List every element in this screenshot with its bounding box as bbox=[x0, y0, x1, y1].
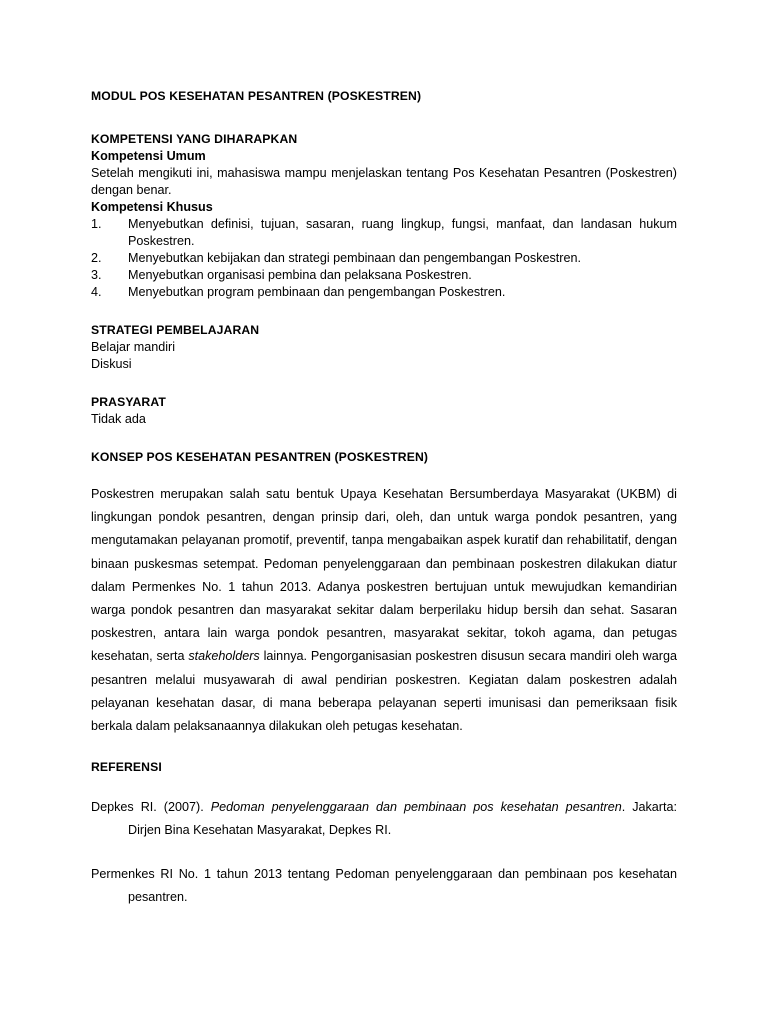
strategi-line-1: Belajar mandiri bbox=[91, 340, 175, 354]
konsep-paragraph-part-1: Poskestren merupakan salah satu bentuk Upaya Kesehatan Bersumberdaya Masyarakat (UKBM) di lingkungan pondok pesantren, dengan prinsip dari, oleh, dan untuk warga pondok pesantren, yang mengutamakan pelayanan promotif, preventif, tanpa mengabaikan aspek kuratif dan rehabilitatif, dengan binaan puskesmas setempat. Pedoman penyelenggaraan dan pembinaan poskestren dilakukan diatur dalam Permenkes No. 1 tahun 2013. Adanya poskestren bertujuan untuk mewujudkan kemandirian warga pondok pesantren dan masyarakat sekitar dalam berperilaku hidup bersih dan sehat. Sasaran poskestren, antara lain warga pondok pesantren, masyarakat sekitar, tokoh agama, dan petugas kesehatan, serta bbox=[91, 487, 677, 664]
prasyarat-line-1: Tidak ada bbox=[91, 412, 146, 426]
reference-title: Pedoman penyelenggaraan dan pembinaan pos kesehatan pesantren bbox=[210, 800, 622, 815]
strategi-line-2: Diskusi bbox=[91, 357, 132, 371]
spacer bbox=[91, 843, 677, 863]
reference-entry: Permenkes RI No. 1 tahun 2013 tentang Pedoman penyelenggaraan dan pembinaan pos kesehatan pesantren. bbox=[91, 866, 677, 904]
spacer bbox=[91, 105, 677, 131]
spacer bbox=[91, 466, 677, 483]
reference-entry bbox=[91, 796, 677, 842]
section-heading-referensi: REFERENSI bbox=[91, 760, 162, 775]
spacer bbox=[91, 776, 677, 796]
list-item bbox=[91, 216, 677, 250]
section-heading-prasyarat: PRASYARAT bbox=[91, 395, 166, 409]
subheading-kompetensi-umum: Kompetensi Umum bbox=[91, 149, 206, 163]
list-item bbox=[91, 250, 677, 267]
document-content bbox=[91, 88, 677, 909]
spacer bbox=[91, 301, 677, 322]
list-item-number: 2. bbox=[91, 251, 102, 265]
list-item-text: Menyebutkan kebijakan dan strategi pembinaan dan pengembangan Poskestren. bbox=[128, 251, 581, 265]
konsep-paragraph-part-2: lainnya. Pengorganisasian poskestren disusun secara mandiri oleh warga pesantren melalui musyawarah di awal pendirian poskestren. Kegiatan dalam poskestren adalah pelayanan kesehatan dasar, di mana beberapa pelayanan seperti imunisasi dan pemeriksaan fisik berkala dalam pelaksanaannya dilakukan oleh petugas kesehatan. bbox=[91, 649, 677, 734]
subheading-kompetensi-khusus: Kompetensi Khusus bbox=[91, 200, 213, 214]
list-item bbox=[91, 284, 677, 301]
reference-publisher: . Jakarta: Dirjen Bina Kesehatan Masyarakat, Depkes RI. bbox=[128, 800, 677, 838]
spacer bbox=[91, 738, 677, 759]
list-item bbox=[91, 267, 677, 284]
konsep-paragraph bbox=[91, 483, 677, 738]
section-heading-kompetensi: KOMPETENSI YANG DIHARAPKAN bbox=[91, 132, 298, 146]
list-item-text: Menyebutkan program pembinaan dan pengembangan Poskestren. bbox=[128, 285, 506, 299]
konsep-paragraph-emphasis: stakeholders bbox=[188, 649, 260, 664]
list-item-number: 4. bbox=[91, 285, 102, 299]
kompetensi-umum-text: Setelah mengikuti ini, mahasiswa mampu menjelaskan tentang Pos Kesehatan Pesantren (Poskestren) dengan benar. bbox=[91, 166, 677, 197]
section-heading-konsep: KONSEP POS KESEHATAN PESANTREN (POSKESTREN) bbox=[91, 450, 429, 464]
spacer bbox=[91, 428, 677, 449]
spacer bbox=[91, 373, 677, 394]
list-item-number: 3. bbox=[91, 268, 102, 282]
list-item-number: 1. bbox=[91, 217, 102, 231]
document-title: MODUL POS KESEHATAN PESANTREN (POSKESTREN) bbox=[91, 89, 422, 103]
kompetensi-khusus-list bbox=[91, 216, 677, 301]
reference-author-year: Depkes RI. (2007). bbox=[91, 800, 211, 815]
section-heading-strategi: STRATEGI PEMBELAJARAN bbox=[91, 323, 260, 337]
list-item-text: Menyebutkan definisi, tujuan, sasaran, ruang lingkup, fungsi, manfaat, dan landasan hukum Poskestren. bbox=[128, 217, 677, 248]
list-item-text: Menyebutkan organisasi pembina dan pelaksana Poskestren. bbox=[128, 268, 472, 282]
